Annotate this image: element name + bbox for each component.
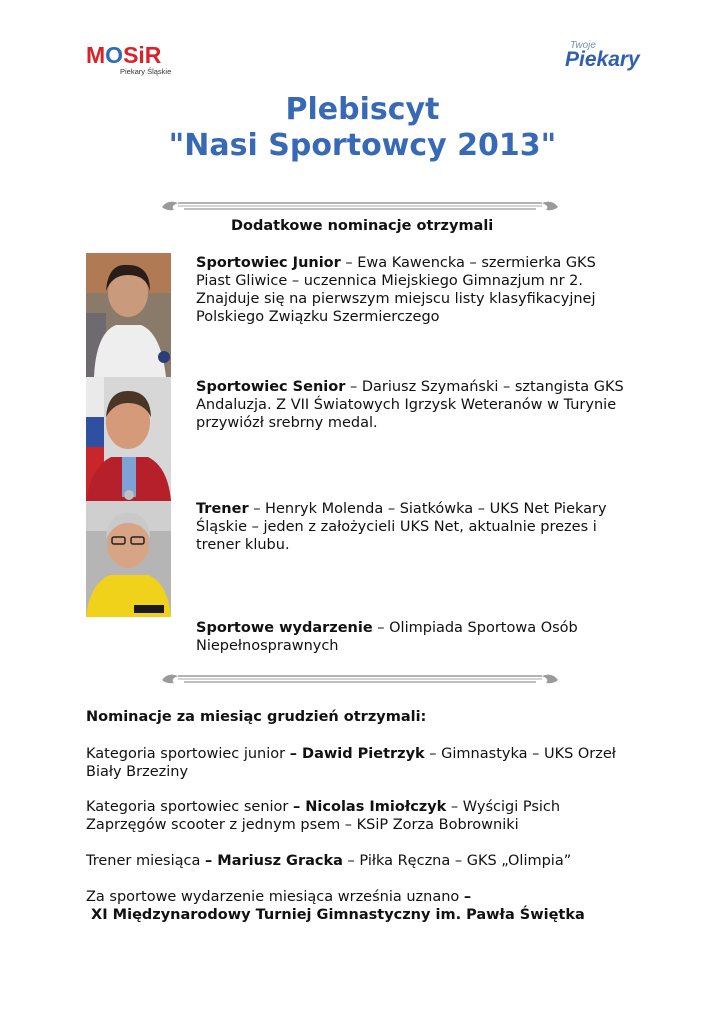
december-junior-post: – Gimnastyka – UKS Orzeł <box>424 746 616 762</box>
nominee-event <box>196 619 656 655</box>
december-senior-post: – Wyścigi Psich <box>446 799 561 815</box>
ornamental-divider <box>160 197 560 213</box>
december-senior-line-2: Zaprzęgów scooter z jednym psem – KSiP Zorza Bobrowniki <box>86 817 519 833</box>
photo-senior <box>86 377 171 501</box>
nominee-coach <box>196 500 656 554</box>
december-senior-pre: Kategoria sportowiec senior <box>86 799 293 815</box>
december-junior-name: – Dawid Pietrzyk <box>289 746 425 762</box>
december-event <box>86 888 666 924</box>
december-event-name: XI Międzynarodowy Turniej Gimnastyczny im. Pawła Świętka <box>86 907 585 923</box>
nominee-junior-label: Sportowiec Junior <box>196 255 341 271</box>
mosir-logo-text: MOSiR <box>86 42 162 68</box>
nominee-coach-line-1: – Henryk Molenda – Siatkówka – UKS Net Piekary <box>253 501 607 517</box>
nominee-senior <box>196 378 656 432</box>
nominee-coach-line-3: trener klubu. <box>196 537 290 553</box>
december-coach-name: – Mariusz Gracka <box>204 853 343 869</box>
page-title-line-1: Plebiscyt <box>285 92 440 127</box>
nominee-junior <box>196 254 656 326</box>
nominee-junior-line-3: Znajduje się na pierwszym miejscu listy klasyfikacyjnej <box>196 291 596 307</box>
nominee-event-label: Sportowe wydarzenie <box>196 620 373 636</box>
nominee-senior-line-3: przywiózł srebrny medal. <box>196 415 378 431</box>
december-coach-post: – Piłka Ręczna – GKS „Olimpia” <box>342 853 572 869</box>
photo-junior <box>86 253 171 377</box>
december-junior <box>86 745 666 781</box>
nominee-junior-line-4: Polskiego Związku Szermierczego <box>196 309 440 325</box>
december-event-pre: Za sportowe wydarzenie miesiąca września uznano <box>86 889 464 905</box>
nominee-junior-line-1: – Ewa Kawencka – szermierka GKS <box>345 255 596 271</box>
nominee-senior-line-1: – Dariusz Szymański – sztangista GKS <box>349 379 624 395</box>
december-senior-name: – Nicolas Imiołczyk <box>292 799 447 815</box>
twoje-piekary-logo <box>565 40 645 74</box>
nominee-coach-label: Trener <box>196 501 249 517</box>
section-heading-additional: Dodatkowe nominacje otrzymali <box>231 218 494 234</box>
nominee-event-line-2: Niepełnosprawnych <box>196 638 339 654</box>
twoje-piekary-logo-small: Twoje <box>570 40 596 51</box>
nominee-event-line-1: – Olimpiada Sportowa Osób <box>377 620 578 636</box>
december-junior-pre: Kategoria sportowiec junior <box>86 746 290 762</box>
ornamental-divider <box>160 670 560 686</box>
december-junior-line-2: Biały Brzeziny <box>86 764 189 780</box>
december-senior <box>86 798 666 834</box>
mosir-logo <box>86 42 196 78</box>
mosir-logo-subtext: Piekary Śląskie <box>120 67 172 76</box>
december-coach <box>86 852 666 870</box>
december-coach-pre: Trener miesiąca <box>86 853 205 869</box>
nominee-junior-line-2: Piast Gliwice – uczennica Miejskiego Gimnazjum nr 2. <box>196 273 583 289</box>
photo-coach <box>86 501 171 617</box>
nominee-senior-line-2: Andaluzja. Z VII Światowych Igrzysk Weteranów w Turynie <box>196 397 617 413</box>
nominee-senior-label: Sportowiec Senior <box>196 379 346 395</box>
nominee-coach-line-2: Śląskie – jeden z założycieli UKS Net, aktualnie prezes i <box>196 519 597 535</box>
page-title-line-2: "Nasi Sportowcy 2013" <box>168 128 557 163</box>
section-heading-december: Nominacje za miesiąc grudzień otrzymali: <box>86 709 427 725</box>
twoje-piekary-logo-big: Piekary <box>565 48 640 71</box>
december-event-dash: – <box>463 889 472 905</box>
